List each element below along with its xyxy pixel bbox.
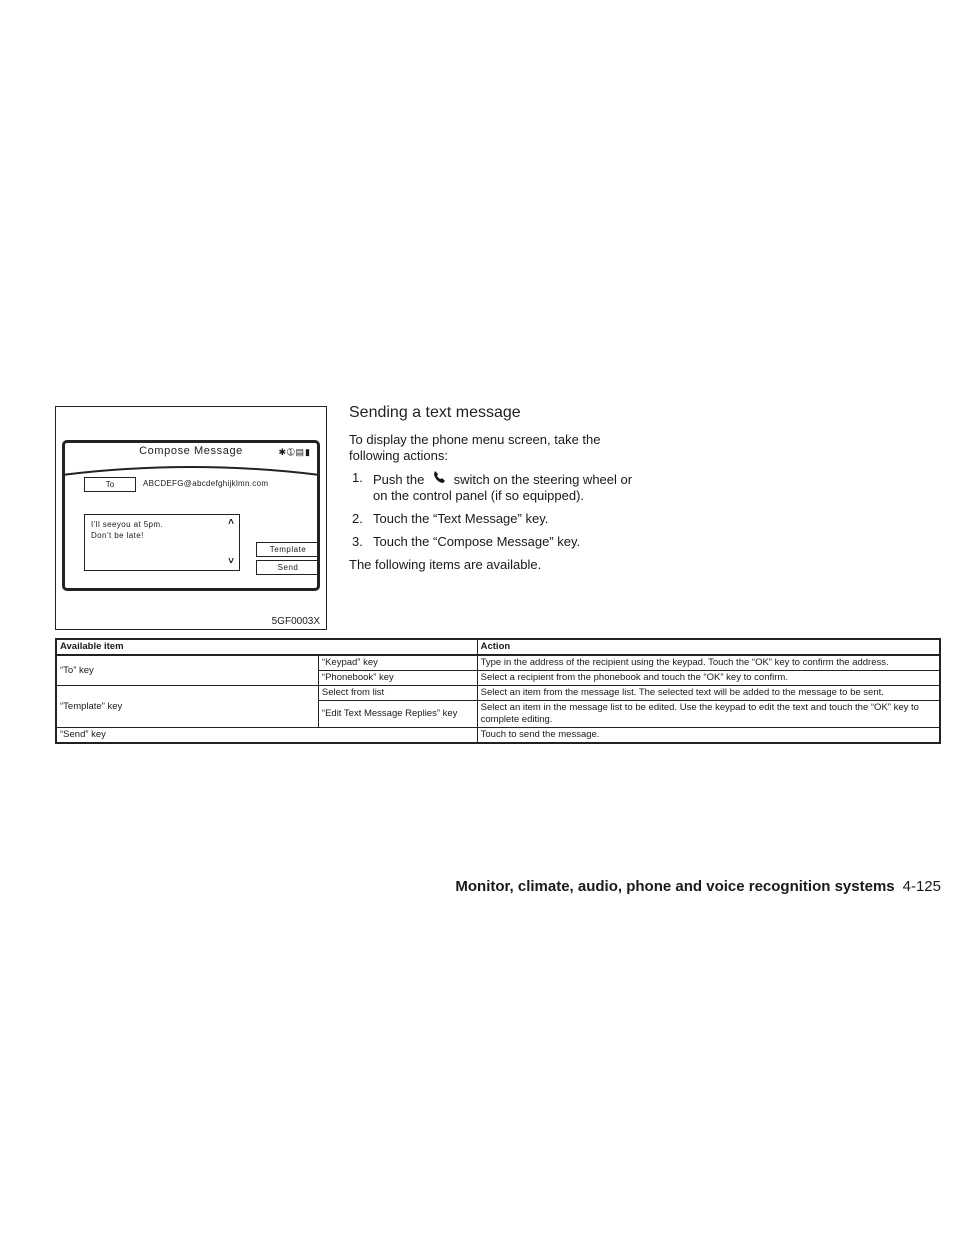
- step-1-text-end: switch on the steering wheel or on the control panel (if so equipped).: [373, 472, 633, 503]
- compose-message-figure: [55, 406, 327, 630]
- scroll-down-icon[interactable]: ˅: [228, 556, 234, 567]
- table-row: [56, 655, 940, 671]
- step-1-text-start: Push the: [373, 472, 425, 487]
- step-1: [349, 470, 634, 504]
- cell-keypad-action: Type in the address of the recipient using the keypad. Touch the “OK” key to confirm the address.: [477, 655, 940, 671]
- step-3: [349, 534, 634, 550]
- step-2-text: Touch the “Text Message” key.: [373, 511, 549, 526]
- section-body: [349, 432, 634, 573]
- display-screen: [62, 440, 320, 591]
- footer-section-title: Monitor, climate, audio, phone and voice recognition systems: [455, 878, 895, 895]
- scroll-up-icon[interactable]: ˄: [228, 517, 234, 528]
- outro-paragraph: The following items are available.: [349, 557, 542, 572]
- recipient-address: ABCDEFG@abcdefghijklmn.com: [143, 479, 269, 488]
- cell-edit-text: “Edit Text Message Replies” key: [318, 701, 477, 728]
- steps-list: [349, 470, 634, 550]
- status-icons: ✱➀▤▮: [278, 447, 311, 457]
- message-line-2: Don’t be late!: [91, 531, 144, 540]
- table-row: [56, 686, 940, 701]
- step-number: 3.: [352, 534, 363, 549]
- available-items-table: [55, 638, 941, 744]
- header-available-item: Available item: [56, 639, 477, 655]
- send-button[interactable]: Send: [256, 560, 320, 575]
- screen-title: Compose Message: [139, 445, 243, 457]
- cell-phonebook: “Phonebook” key: [318, 671, 477, 686]
- cell-keypad: “Keypad” key: [318, 655, 477, 671]
- cell-to-key: “To” key: [56, 655, 318, 686]
- cell-phonebook-action: Select a recipient from the phonebook and touch the “OK” key to confirm.: [477, 671, 940, 686]
- step-number: 1.: [352, 470, 363, 485]
- figure-code: 5GF0003X: [271, 616, 320, 627]
- phone-icon: [428, 470, 450, 488]
- cell-select-list-action: Select an item from the message list. The selected text will be added to the message to be sent.: [477, 686, 940, 701]
- cell-edit-text-action: Select an item in the message list to be edited. Use the keypad to edit the text and touch the “OK” key to complete editing.: [477, 701, 940, 728]
- cell-template-key: “Template” key: [56, 686, 318, 728]
- page-number: 4-125: [902, 878, 941, 895]
- template-button[interactable]: Template: [256, 542, 320, 557]
- step-number: 2.: [352, 511, 363, 526]
- cell-send-key: “Send” key: [56, 728, 477, 744]
- step-2: [349, 511, 634, 527]
- header-action: Action: [477, 639, 940, 655]
- section-title: Sending a text message: [349, 404, 521, 421]
- to-button[interactable]: To: [84, 477, 136, 492]
- page-footer: [455, 878, 941, 895]
- message-line-1: I’ll seeyou at 5pm.: [91, 520, 164, 529]
- intro-paragraph: To display the phone menu screen, take the following actions:: [349, 432, 601, 463]
- cell-select-list: Select from list: [318, 686, 477, 701]
- step-3-text: Touch the “Compose Message” key.: [373, 534, 581, 549]
- table-header-row: [56, 639, 940, 655]
- cell-send-action: Touch to send the message.: [477, 728, 940, 744]
- table-row: [56, 728, 940, 744]
- message-box[interactable]: [84, 514, 240, 571]
